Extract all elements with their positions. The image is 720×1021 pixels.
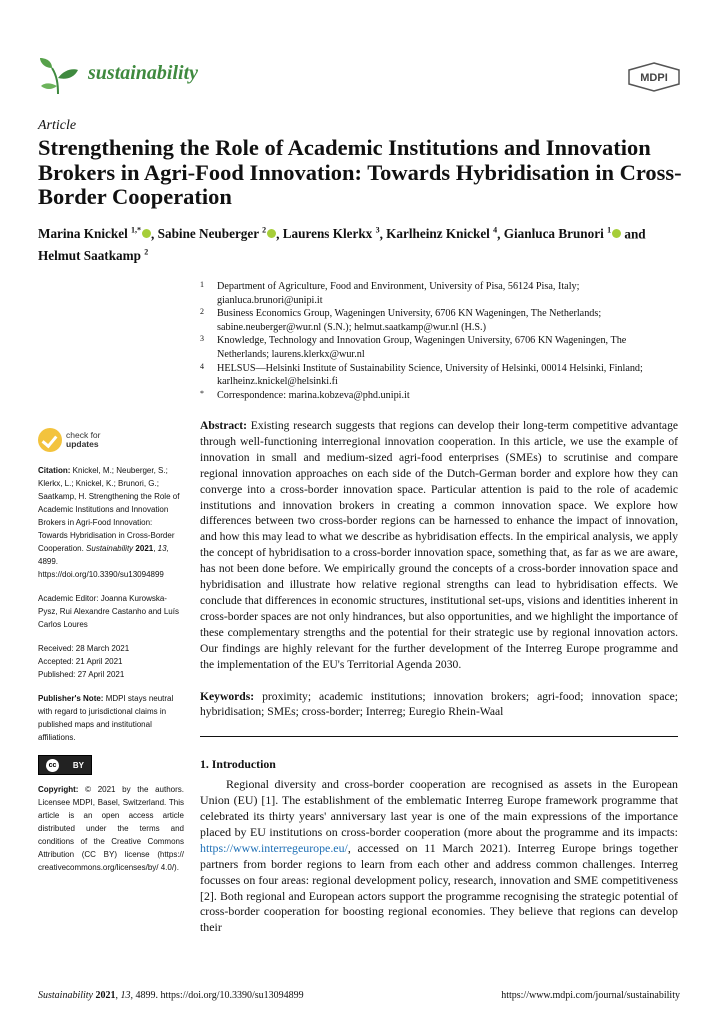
keywords-text: proximity; academic institutions; innovation brokers; agri-food; innovation space; hybridisation; SMEs; cross-border; Interreg; Euregio Rhein-Waal (200, 689, 678, 719)
citation-journal: Sustainability (86, 544, 134, 553)
affiliation-number: 1 (200, 280, 204, 289)
author-affiliation-sup: 2 (262, 226, 267, 235)
check-line2: updates (66, 439, 99, 449)
author-name: Karlheinz Knickel $^4$ (386, 226, 498, 242)
affiliations (200, 280, 680, 402)
cc-label: cc (46, 759, 59, 772)
affiliation-item (200, 307, 680, 334)
citation-volume: 13, (157, 544, 169, 553)
dates-block (38, 642, 184, 681)
footer-journal-url[interactable]: https://www.mdpi.com/journal/sustainability (501, 990, 680, 1001)
section-divider (200, 736, 678, 737)
editor-label: Academic Editor: (38, 594, 99, 603)
abstract (200, 418, 678, 673)
affiliation-number: 3 (200, 334, 204, 344)
orcid-icon[interactable] (267, 229, 276, 238)
editor-block (38, 592, 184, 631)
publisher-note (38, 692, 184, 744)
cc-by: BY (72, 760, 85, 770)
affiliation-text: HELSUS—Helsinki Institute of Sustainability Science, University of Helsinki, 00014 Helsinki, Finland; karlheinz.knickel@helsinki.fi (217, 362, 643, 388)
citation-label: Citation: (38, 466, 71, 475)
article-type: Article (38, 118, 77, 133)
interreg-link[interactable]: https://www.interregeurope.eu/ (200, 840, 348, 855)
received-date: Received: 28 March 2021 (38, 644, 130, 653)
orcid-icon[interactable] (612, 229, 621, 238)
intro-text-2: , accessed on 11 March 2021). Interreg Europe brings together partners from border regions to learn from each other and address common challenges. Interreg focusses on four areas: regional development policy, research, innovation and SME competitiveness [2]. Both regional and European actors support the programme recognising the strategic potential of cross-border cooperation for boosting regional economies. They believe that regions can develop their (200, 840, 678, 935)
keywords (200, 689, 678, 721)
author-name: Laurens Klerkx $^3$ (282, 226, 380, 242)
leaf-logo-icon (38, 56, 80, 96)
affiliation-item (200, 334, 680, 361)
copyright-label: Copyright: (38, 785, 79, 794)
author-name: Sabine Neuberger $^2$ (158, 226, 277, 241)
section-heading: 1. Introduction (200, 757, 276, 772)
citation-block: Citation: Knickel, M.; Neuberger, S.; Klerkx, L.; Knickel, K.; Brunori, G.; Saatkamp, H. Strengthening the Role of Academic Institutions and Innovation Brokers in Agri-Food Innovation: Towards Hybridisation in Cross-Border Cooperation. Sustainability 2021, 13, 4899. https://doi.org/10.3390/su13094899 (38, 466, 180, 579)
accepted-date: Accepted: 21 April 2021 (38, 657, 123, 666)
affiliation-text: Business Economics Group, Wageningen University, 6706 KN Wageningen, The Netherlands; sabine.neuberger@wur.nl (S.N.); helmut.saatkamp@wur.nl (H.S.) (217, 308, 602, 333)
copyright-block (38, 783, 184, 874)
affiliation-text: Knowledge, Technology and Innovation Group, Wageningen University, 6706 KN Wageningen, The Netherlands; laurens.klerkx@wur.nl (217, 335, 627, 360)
journal-name: sustainability (88, 62, 199, 84)
affiliation-text: Department of Agriculture, Food and Environment, University of Pisa, 56124 Pisa, Italy; gianluca.brunori@unipi.it (217, 281, 580, 306)
footer-year: 2021 (95, 990, 116, 1001)
intro-paragraph (200, 777, 678, 936)
sidebar (38, 428, 184, 882)
affiliation-number: * (200, 388, 204, 398)
affiliation-item (200, 389, 680, 403)
author-affiliation-sup: 2 (144, 247, 149, 257)
author-name: Marina Knickel $^{1,*}$ (38, 226, 151, 241)
main-column (200, 418, 678, 936)
affiliation-text: Correspondence: marina.kobzeva@phd.unipi.it (217, 389, 410, 401)
author-name: Helmut Saatkamp $^2$ (38, 247, 149, 263)
check-for-updates-badge[interactable] (38, 428, 184, 452)
citation-year: 2021 (135, 544, 154, 553)
citation-text: Knickel, M.; Neuberger, S.; Klerkx, L.; Knickel, K.; Brunori, G.; Saatkamp, H. Strengthening the Role of Academic Institutions and Innovation Brokers in Agri-Food Innovation: Towards Hybridisation in Cross-Border Cooperation. (38, 466, 180, 553)
affiliation-item (200, 362, 680, 389)
mdpi-logo[interactable] (628, 62, 680, 92)
author-list: Marina Knickel $^{1,*}$ , Sabine Neuberger $^2$ , Laurens Klerkx $^3$, Karlheinz Knickel $^4$, Gianluca Brunori $^1$ and Helmut Saatkamp $^2$ (38, 226, 646, 263)
keywords-label: Keywords: (200, 689, 255, 703)
mdpi-logo-text: MDPI (640, 72, 668, 84)
intro-text-1: Regional diversity and cross-border cooperation are recognised as assets in the European Union (EU) [1]. The establishment of the emblematic Interreg Europe framework programme that celebrated its thirty years' anniversary last year is one of the main expressions of the importance placed by EU institutions on cross-border cooperation (more about the programme and its impacts: (200, 777, 678, 839)
abstract-text: Existing research suggests that regions can develop their long-term competitive advantage through well-functioning interregional innovation cooperation. In this article, we use the example of innovation in small and medium-sized agri-food enterprises (SMEs) to scrutinise and compare regional innovation approaches on each side of the Dutch-German border and explore how they can converge into a cross-border innovation space. Particular attention is paid to the role of academic institutions and innovation brokers in creating a common innovation space. We explore how differences between two cross-border regions can be harnessed to enhance the impact of innovation, and how this may lead to what we describe as hybridisation effects. In the empirical analysis, we apply the concept of hybridisation to a cross-border innovation space, something that, as far as we are aware, has not been done before. We empirically ground the concepts of a cross-border innovation space and hybridisation and illustrate how relative regional strengths can lead to hybridisation effects. We conclude that differences in economic structures, institutional set-ups, visions and identities inherent in cross-border spaces are not only hindrances, but also opportunities, and we highlight the importance of these complementary strengths and the potential for their strategic use by regional innovation actors. Our findings are highly relevant for the further development of the Interreg Europe programme and the implementation of the EU's Territorial Agenda 2030. (200, 419, 679, 671)
publisher-note-text: MDPI stays neutral with regard to jurisdictional claims in published maps and institutional affiliations. (38, 694, 174, 742)
check-icon (38, 428, 62, 452)
footer-citation: Sustainability 2021, 13, 4899. https://doi.org/10.3390/su13094899 (38, 990, 304, 1001)
footer-doi[interactable]: 4899. https://doi.org/10.3390/su13094899 (135, 990, 304, 1001)
abstract-label: Abstract: (200, 419, 248, 432)
copyright-text: © 2021 by the authors. Licensee MDPI, Basel, Switzerland. This article is an open access article distributed under the terms and conditions of the Creative Commons Attribution (CC BY) license (https:// creativecommons.org/licenses/by/ 4.0/). (38, 785, 184, 872)
footer-volume: 13, (120, 990, 133, 1001)
footer-journal: Sustainability (38, 990, 93, 1001)
published-date: Published: 27 April 2021 (38, 670, 125, 679)
orcid-icon[interactable] (142, 229, 151, 238)
affiliation-number: 2 (200, 307, 204, 317)
check-line1: check for (66, 430, 101, 440)
author-joiner: and (624, 226, 646, 242)
editor-names: Joanna Kurowska-Pysz, Rui Alexandre Castanho and Luís Carlos Loures (38, 594, 179, 629)
affiliation-number: 4 (200, 361, 204, 371)
cc-by-license-icon[interactable] (38, 755, 92, 775)
affiliation-item (200, 280, 680, 307)
author-affiliation-sup: 1 (607, 226, 612, 235)
article-title: Strengthening the Role of Academic Institutions and Innovation Brokers in Agri-Food Innovation: Towards Hybridisation in Cross-Border Cooperation (38, 135, 682, 209)
citation-doi[interactable]: 4899. https://doi.org/10.3390/su13094899 (38, 557, 164, 579)
author-affiliation-sup: 4 (493, 226, 498, 235)
author-name: Gianluca Brunori $^1$ (504, 226, 621, 241)
publisher-note-label: Publisher's Note: (38, 694, 104, 703)
author-affiliation-sup: 1,* (131, 226, 142, 235)
author-affiliation-sup: 3 (375, 226, 380, 235)
